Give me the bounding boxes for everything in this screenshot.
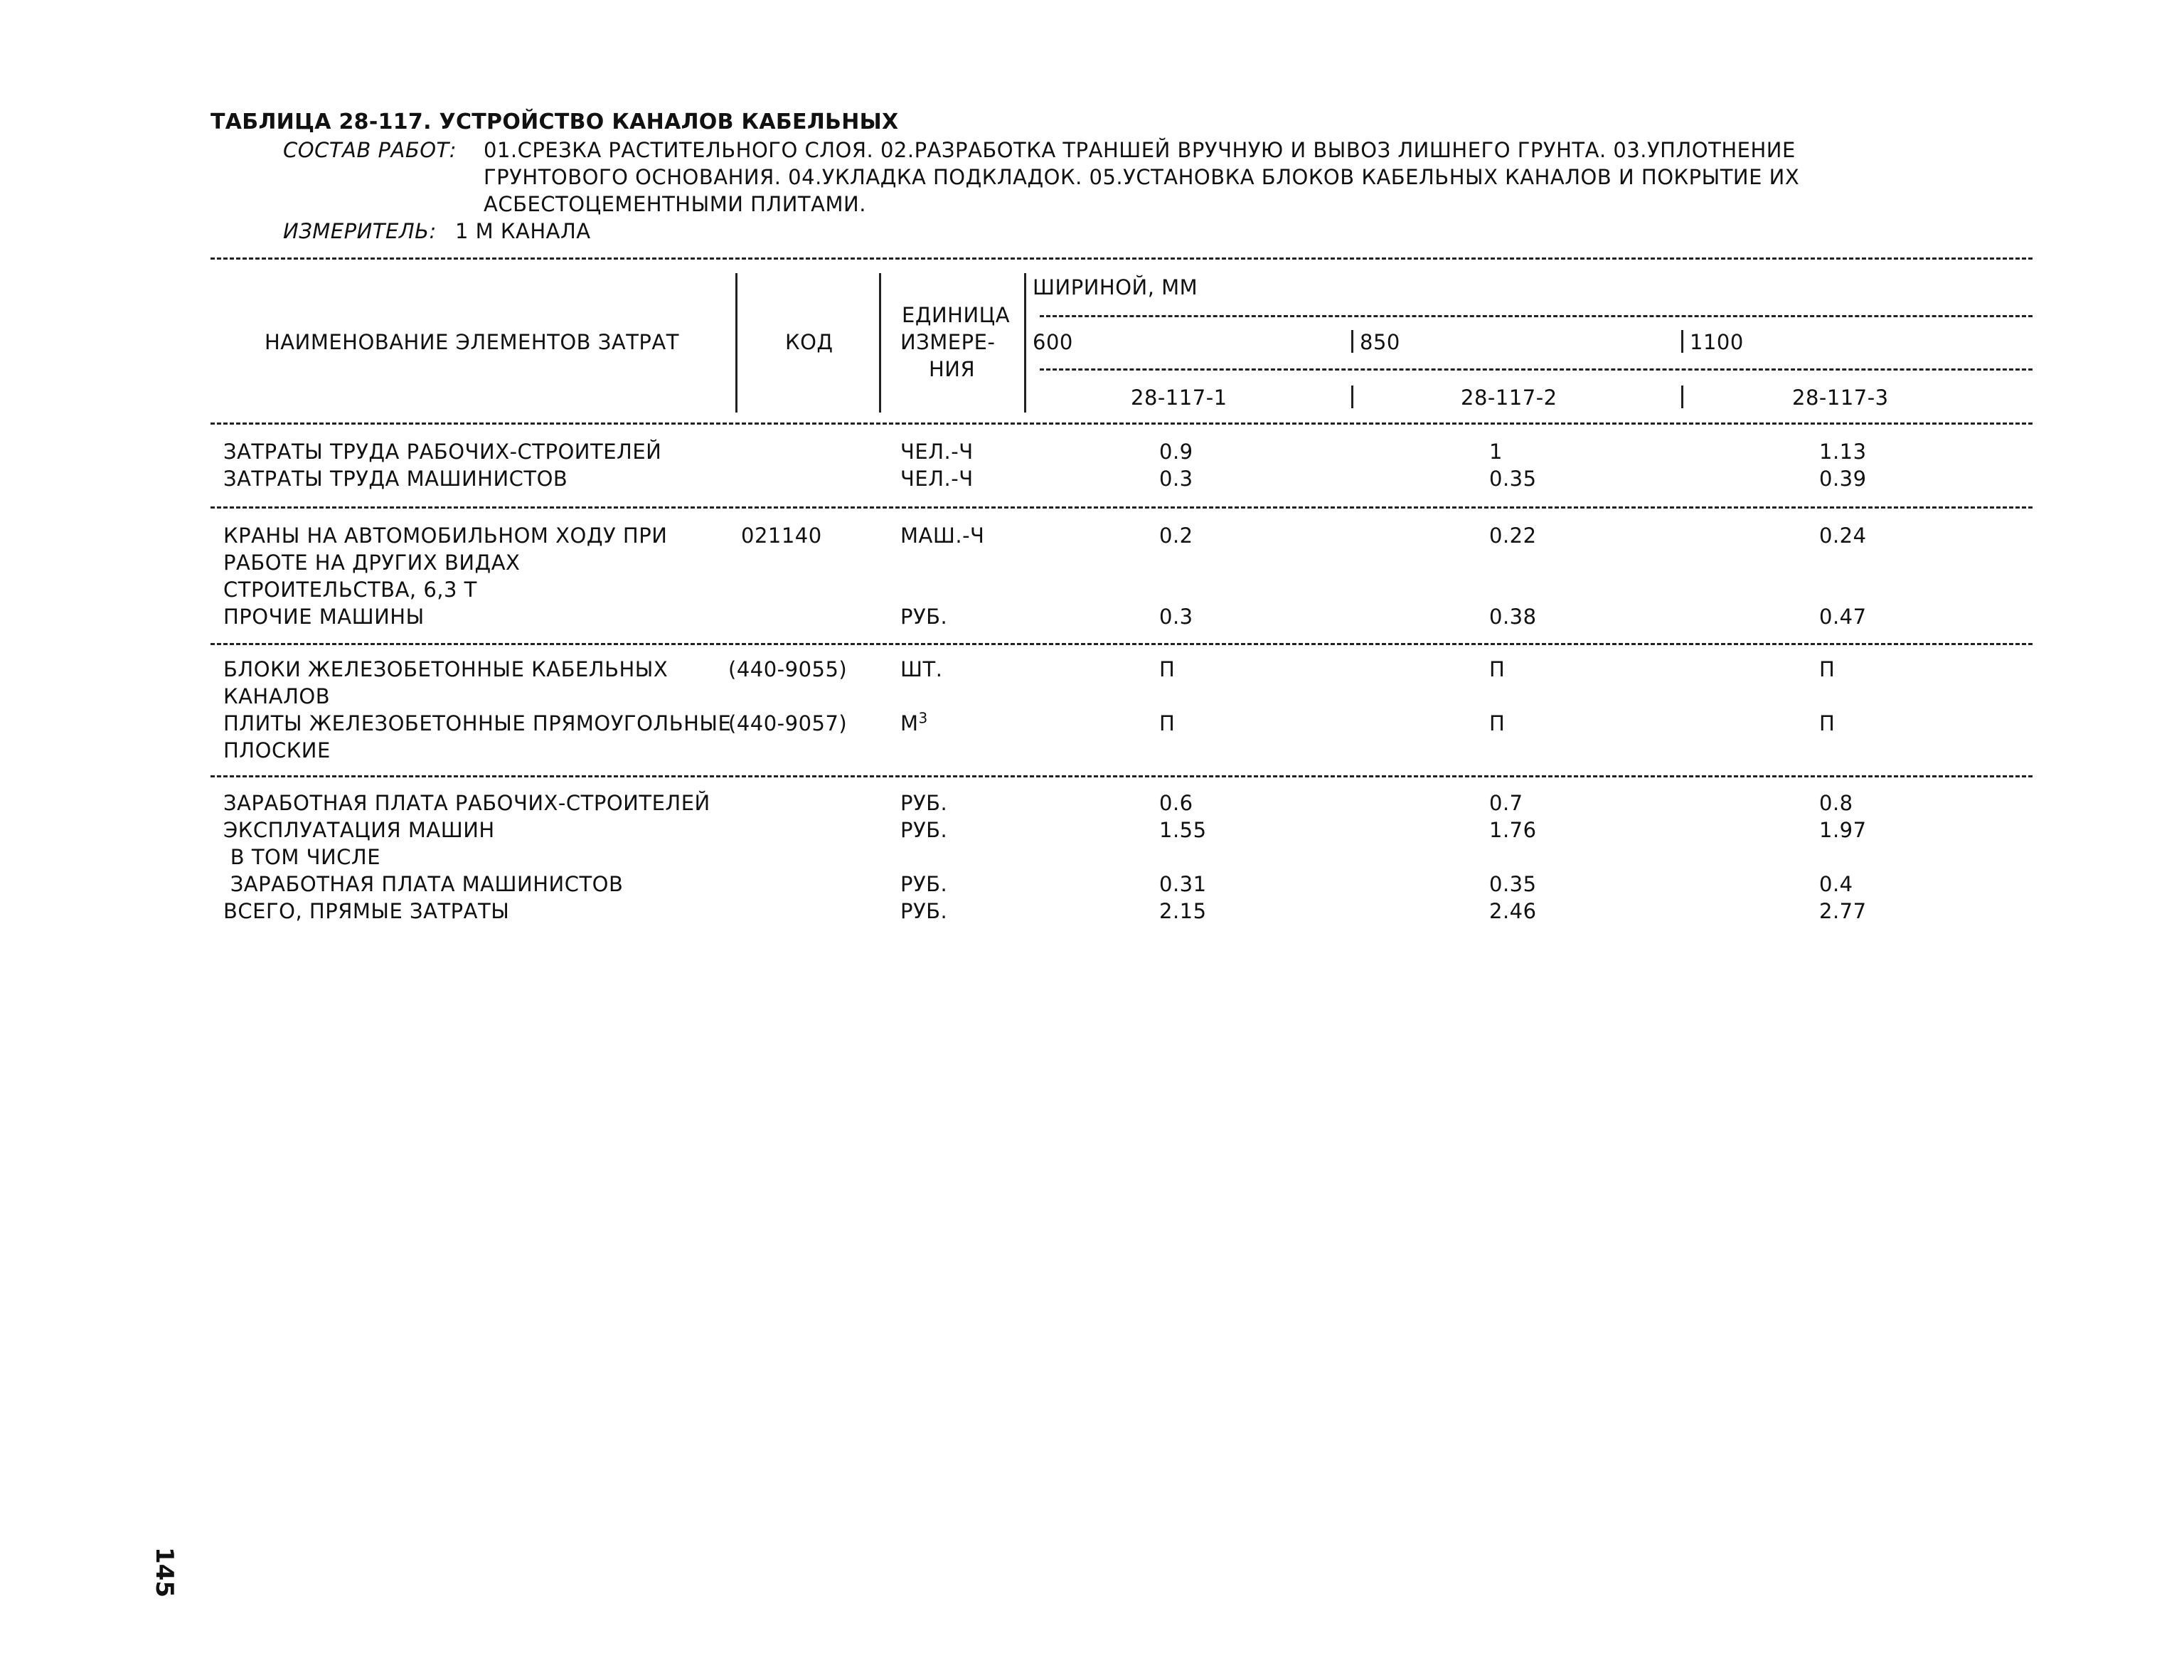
row-value-600: 0.6 (1159, 791, 1193, 815)
code-divider-1 (1351, 386, 1353, 408)
row-value-1100: 0.4 (1819, 872, 1853, 896)
row-value-850: 0.7 (1489, 791, 1523, 815)
row-name: БЛОКИ ЖЕЛЕЗОБЕТОННЫЕ КАБЕЛЬНЫХ (223, 657, 668, 681)
width-divider-2 (1681, 330, 1683, 353)
width-850: 850 (1360, 330, 1400, 354)
row-unit: РУБ. (900, 818, 948, 842)
row-name: РАБОТЕ НА ДРУГИХ ВИДАХ (223, 551, 521, 575)
row-value-850: 0.38 (1489, 605, 1537, 629)
width-divider-1 (1351, 330, 1353, 353)
row-unit: РУБ. (900, 872, 948, 896)
row-value-1100: 1.13 (1819, 440, 1867, 464)
row-name: ЗАТРАТЫ ТРУДА МАШИНИСТОВ (223, 467, 568, 491)
row-value-600: 0.3 (1159, 605, 1193, 629)
row-code: (440-9057) (728, 711, 848, 735)
row-value-850: 0.35 (1489, 467, 1537, 491)
row-value-600: 2.15 (1159, 899, 1207, 923)
measure-value: 1 М КАНАЛА (455, 219, 591, 243)
row-unit: РУБ. (900, 899, 948, 923)
row-name: В ТОМ ЧИСЛЕ (223, 845, 381, 869)
row-value-1100: 1.97 (1819, 818, 1867, 842)
row-value-850: 1 (1489, 440, 1503, 464)
row-name: ПРОЧИЕ МАШИНЫ (223, 605, 425, 629)
row-value-600: 0.31 (1159, 872, 1207, 896)
row-name: ЗАРАБОТНАЯ ПЛАТА МАШИНИСТОВ (223, 872, 624, 896)
header-divider-1 (735, 273, 737, 413)
row-value-600: 1.55 (1159, 818, 1207, 842)
row-unit: РУБ. (900, 791, 948, 815)
header-divider-2 (879, 273, 881, 413)
row-unit: РУБ. (900, 605, 948, 629)
page-number: 145 (150, 1547, 179, 1597)
row-value-600: 0.9 (1159, 440, 1193, 464)
row-value-850: 0.35 (1489, 872, 1537, 896)
code-28-117-1: 28-117-1 (1131, 386, 1227, 410)
row-value-600: 0.3 (1159, 467, 1193, 491)
row-value-1100: 0.8 (1819, 791, 1853, 815)
header-divider-3 (1024, 273, 1026, 413)
row-name: КРАНЫ НА АВТОМОБИЛЬНОМ ХОДУ ПРИ (223, 523, 668, 548)
row-unit: ЧЕЛ.-Ч (900, 467, 974, 491)
code-divider-2 (1681, 386, 1683, 408)
row-name: ЗАТРАТЫ ТРУДА РАБОЧИХ-СТРОИТЕЛЕЙ (223, 440, 662, 464)
row-value-600: П (1159, 657, 1176, 681)
row-value-850: П (1489, 657, 1506, 681)
width-group-label: ШИРИНОЙ, ММ (1033, 275, 1198, 299)
work-composition-label: СОСТАВ РАБОТ: (283, 138, 457, 162)
row-value-1100: П (1819, 711, 1836, 735)
header-rule-2 (1040, 368, 2033, 371)
row-code: (440-9055) (728, 657, 848, 681)
header-bottom-rule (211, 422, 2033, 425)
row-value-850: 2.46 (1489, 899, 1537, 923)
row-unit: ШТ. (900, 657, 943, 681)
width-1100: 1100 (1690, 330, 1744, 354)
header-unit-line-1: ЕДИНИЦА (902, 303, 1011, 327)
row-name: ЗАРАБОТНАЯ ПЛАТА РАБОЧИХ-СТРОИТЕЛЕЙ (223, 791, 710, 815)
code-28-117-2: 28-117-2 (1461, 386, 1557, 410)
row-value-600: 0.2 (1159, 523, 1193, 548)
row-unit: ЧЕЛ.-Ч (900, 440, 974, 464)
row-name: ВСЕГО, ПРЯМЫЕ ЗАТРАТЫ (223, 899, 510, 923)
row-name: СТРОИТЕЛЬСТВА, 6,3 Т (223, 578, 477, 602)
group-rule-3 (211, 775, 2033, 777)
row-value-850: 1.76 (1489, 818, 1537, 842)
row-name: ПЛИТЫ ЖЕЛЕЗОБЕТОННЫЕ ПРЯМОУГОЛЬНЫЕ (223, 711, 732, 735)
group-rule-2 (211, 643, 2033, 645)
header-code: КОД (785, 330, 833, 354)
width-600: 600 (1033, 330, 1073, 354)
work-composition-line-3: АСБЕСТОЦЕМЕНТНЫМИ ПЛИТАМИ. (484, 192, 866, 216)
measure-label: ИЗМЕРИТЕЛЬ: (283, 219, 437, 243)
header-unit-line-2: ИЗМЕРЕ- (900, 330, 996, 354)
row-name: КАНАЛОВ (223, 684, 331, 708)
row-value-1100: 0.47 (1819, 605, 1867, 629)
work-composition-line-2: ГРУНТОВОГО ОСНОВАНИЯ. 04.УКЛАДКА ПОДКЛАДОК. 05.УСТАНОВКА БЛОКОВ КАБЕЛЬНЫХ КАНАЛОВ И ПОКРЫТИЕ ИХ (484, 165, 1800, 189)
row-value-1100: 0.39 (1819, 467, 1867, 491)
row-value-850: 0.22 (1489, 523, 1537, 548)
group-rule-1 (211, 506, 2033, 509)
row-value-850: П (1489, 711, 1506, 735)
table-top-rule (211, 257, 2033, 260)
row-value-1100: П (1819, 657, 1836, 681)
row-value-1100: 0.24 (1819, 523, 1867, 548)
header-rule-1 (1040, 315, 2033, 317)
header-unit-line-3: НИЯ (929, 357, 976, 381)
row-unit: МАШ.-Ч (900, 523, 985, 548)
header-name: НАИМЕНОВАНИЕ ЭЛЕМЕНТОВ ЗАТРАТ (265, 330, 679, 354)
row-value-1100: 2.77 (1819, 899, 1867, 923)
row-value-600: П (1159, 711, 1176, 735)
code-28-117-3: 28-117-3 (1792, 386, 1889, 410)
row-name: ЭКСПЛУАТАЦИЯ МАШИН (223, 818, 495, 842)
work-composition-line-1: 01.СРЕЗКА РАСТИТЕЛЬНОГО СЛОЯ. 02.РАЗРАБОТКА ТРАНШЕЙ ВРУЧНУЮ И ВЫВОЗ ЛИШНЕГО ГРУНТА. 03.УПЛОТНЕНИЕ (484, 138, 1796, 162)
row-code: 021140 (741, 523, 822, 548)
table-title: ТАБЛИЦА 28-117. УСТРОЙСТВО КАНАЛОВ КАБЕЛЬНЫХ (211, 110, 899, 134)
row-name: ПЛОСКИЕ (223, 738, 331, 762)
row-unit: $М^3$ (900, 709, 928, 735)
